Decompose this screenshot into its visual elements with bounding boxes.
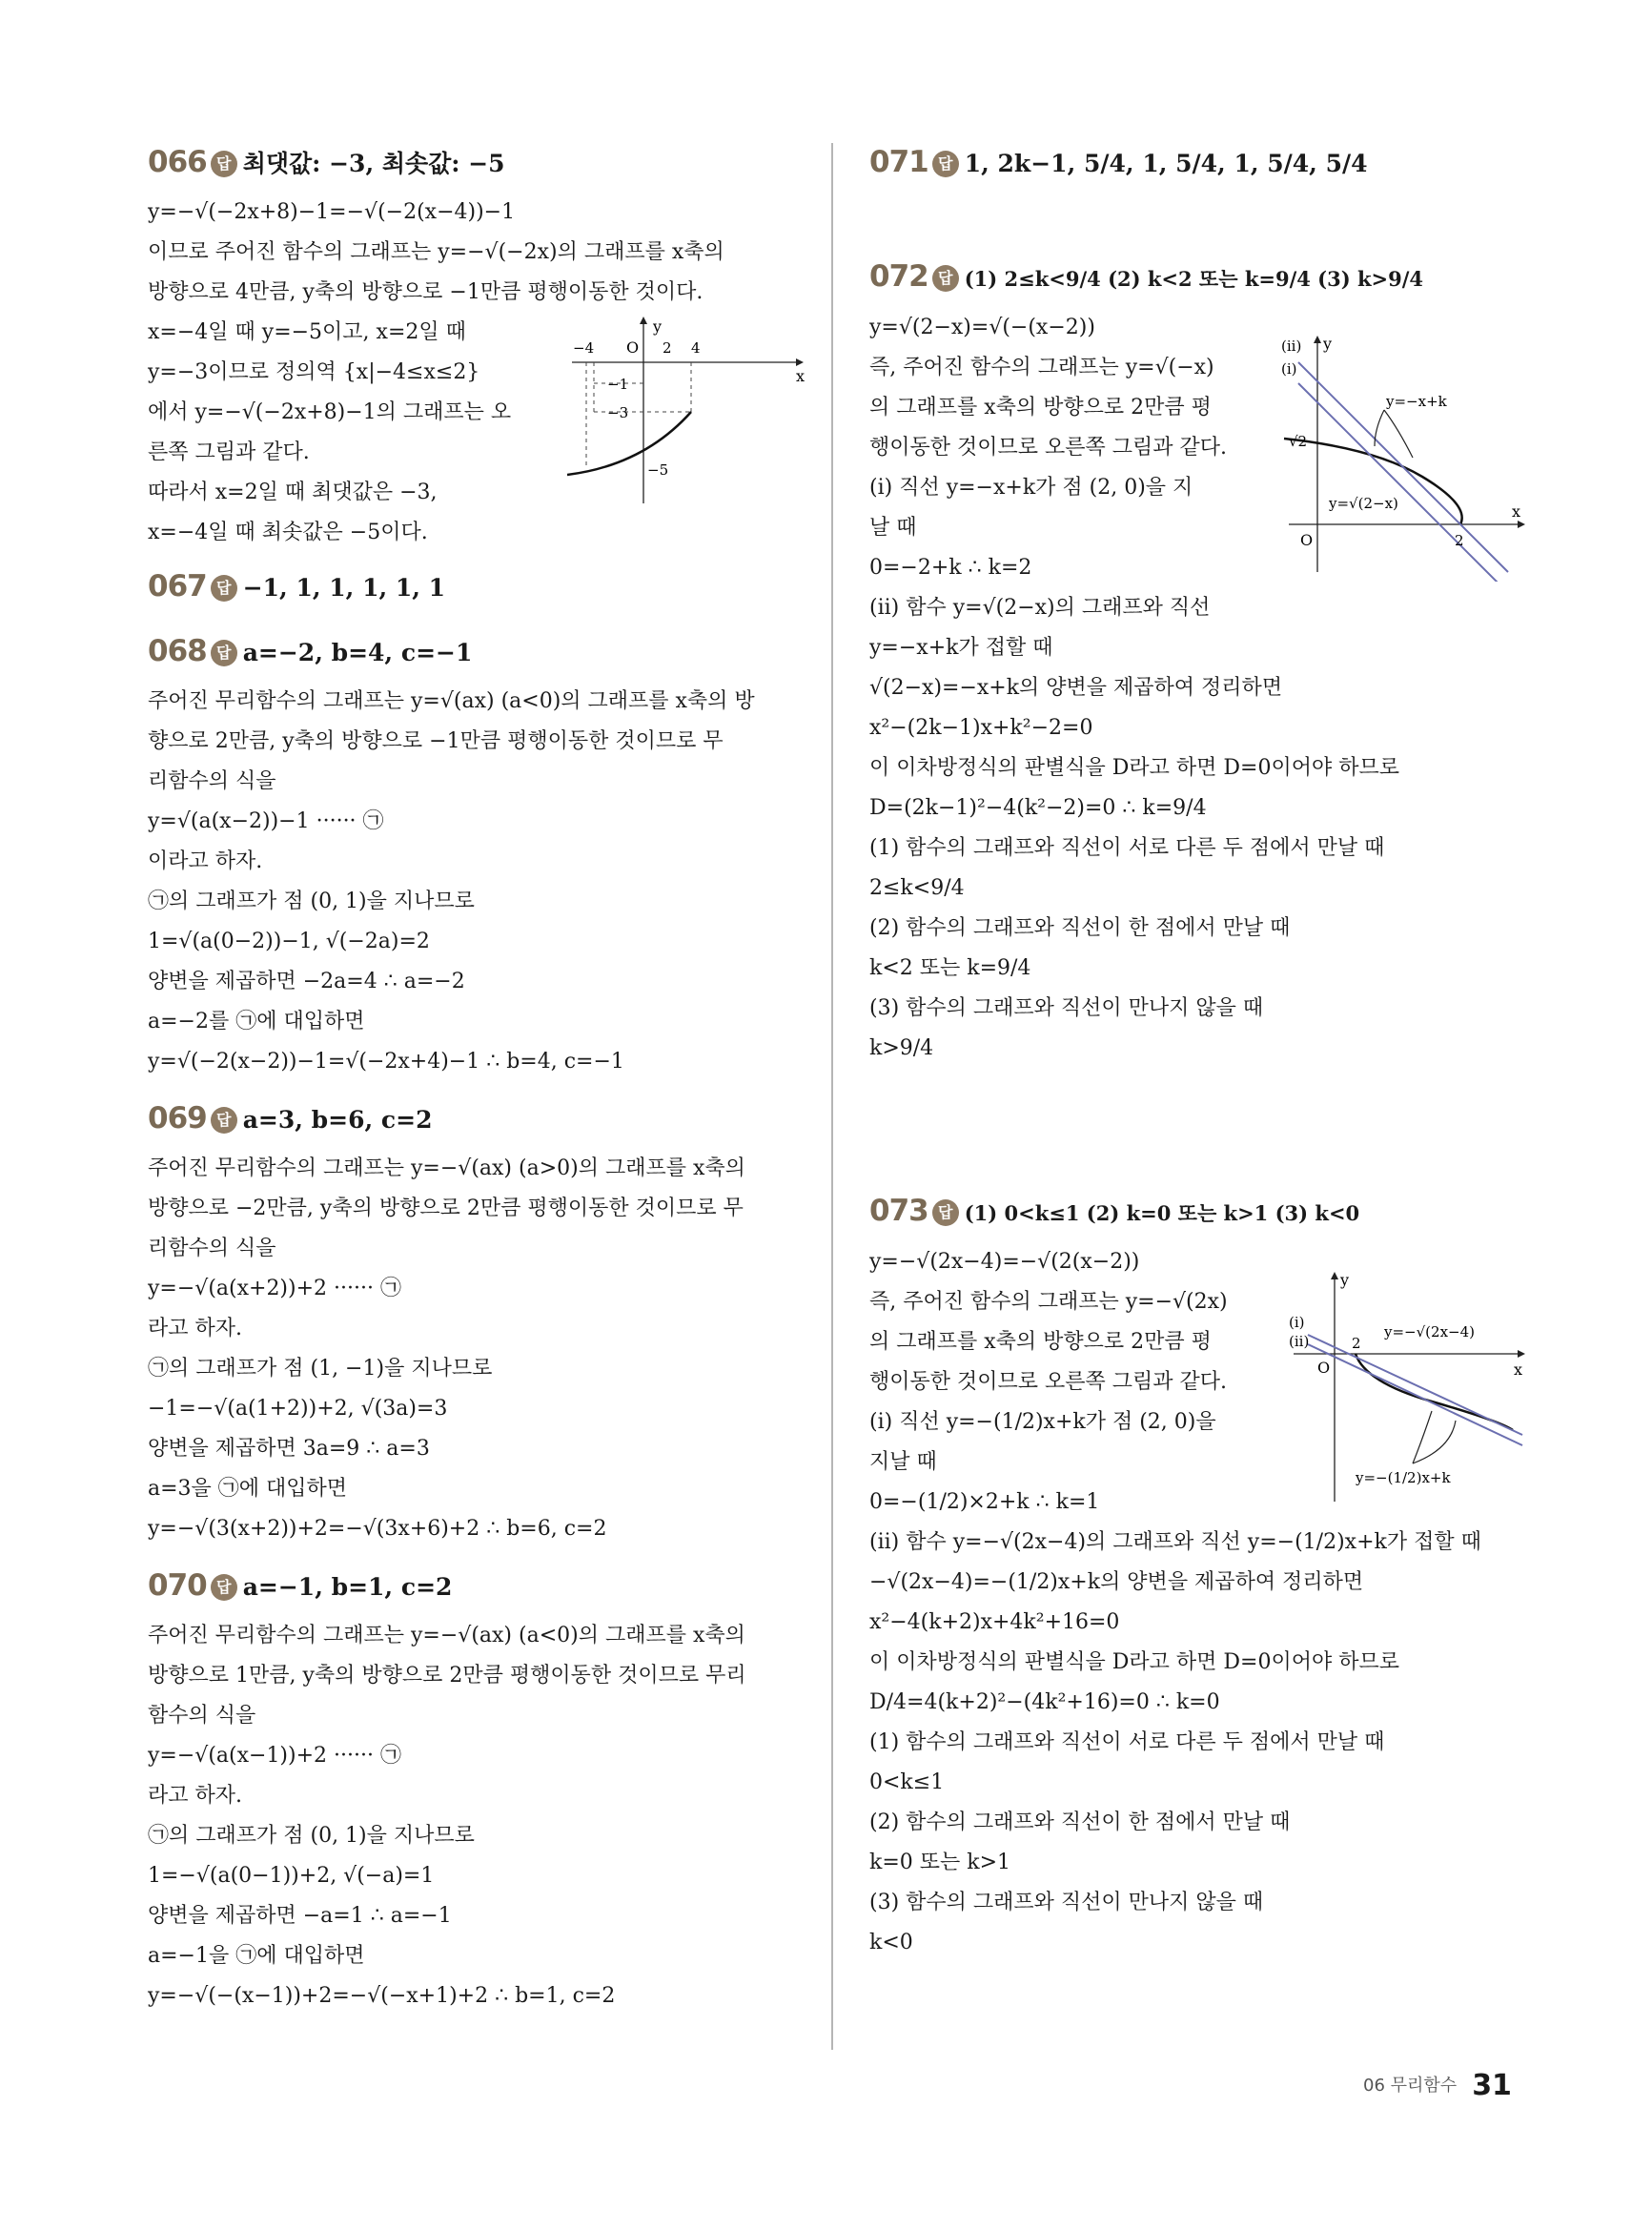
graph-axis-label: y [1323,335,1333,353]
solution-line: 의 그래프를 x축의 방향으로 2만큼 평 [869,396,1212,419]
solution-line: 주어진 무리함수의 그래프는 y=−√(ax) (a>0)의 그래프를 x축의 [148,1156,745,1180]
solution-line: ㉠의 그래프가 점 (0, 1)을 지나므로 [148,1824,475,1848]
solution-line: 른쪽 그림과 같다. [148,440,310,464]
graph-label: (i) [1281,360,1297,378]
solution-line: (1) 함수의 그래프와 직선이 서로 다른 두 점에서 만날 때 [869,836,1385,860]
solution-line: k=0 또는 k>1 [869,1851,1011,1874]
solution-line: (1) 함수의 그래프와 직선이 서로 다른 두 점에서 만날 때 [869,1730,1385,1754]
graph-tick-label: 2 [1455,532,1464,549]
answer-badge: 답 [932,151,959,177]
graph-origin-label: O [1300,531,1314,549]
solution-line: (2) 함수의 그래프와 직선이 한 점에서 만날 때 [869,916,1291,940]
graph-label: (ii) [1281,338,1302,355]
solution-line: D=(2k−1)²−4(k²−2)=0 ∴ k=9/4 [869,796,1207,820]
solution-line: 1=−√(a(0−1))+2, √(−a)=1 [148,1864,435,1888]
answer-badge: 답 [211,1574,237,1601]
solution-line: a=3을 ㉠에 대입하면 [148,1477,348,1501]
graph-line-label: y=−x+k [1386,393,1447,410]
solution-line: 이 이차방정식의 판별식을 D라고 하면 D=0이어야 하므로 [869,1650,1399,1674]
answer-badge: 답 [211,1107,237,1134]
solution-line: (i) 직선 y=−x+k가 점 (2, 0)을 지 [869,476,1193,500]
problem-header [869,1192,1527,1233]
solution-line: 0=−2+k ∴ k=2 [869,556,1032,580]
solution-line: 함수의 식을 [148,1704,256,1728]
solution-line: 2≤k<9/4 [869,876,965,900]
solution-line: 에서 y=−√(−2x+8)−1의 그래프는 오 [148,400,512,424]
graph-axis-label: y [1340,1271,1350,1289]
problem-number: 071 [869,145,928,179]
solution-line: −1=−√(a(1+2))+2, √(3a)=3 [148,1397,448,1421]
solution-line: 라고 하자. [148,1784,242,1808]
solution-line: 리함수의 식을 [148,1237,276,1260]
solution-line: 양변을 제곱하면 −2a=4 ∴ a=−2 [148,970,465,993]
solution-line: 주어진 무리함수의 그래프는 y=√(ax) (a<0)의 그래프를 x축의 방 [148,689,755,713]
answer-badge: 답 [932,265,959,292]
problem-069 [148,1099,806,1566]
solution-line: −√(2x−4)=−(1/2)x+k의 양변을 제곱하여 정리하면 [869,1570,1364,1594]
problem-header [148,143,806,183]
solution-line: y=√(−2(x−2))−1=√(−2x+4)−1 ∴ b=4, c=−1 [148,1050,624,1074]
solution-line: 0<k≤1 [869,1770,945,1794]
solution-line: 양변을 제곱하면 3a=9 ∴ a=3 [148,1437,430,1461]
answer-text: a=3, b=6, c=2 [242,1106,433,1134]
graph-tick-label: −5 [647,461,669,479]
graph-tick-label: √2 [1289,433,1308,450]
graph-axis-label: x [1514,1361,1523,1379]
graph-curve-label: y=√(2−x) [1329,495,1398,512]
section-title: 06 무리함수 [1363,2076,1458,2096]
solution-line: ㉠의 그래프가 점 (1, −1)을 지나므로 [148,1357,493,1381]
answer-badge: 답 [211,640,237,666]
solution-line: y=−√(−(x−1))+2=−√(−x+1)+2 ∴ b=1, c=2 [148,1984,616,2008]
solution-line: 향으로 2만큼, y축의 방향으로 −1만큼 평행이동한 것이므로 무 [148,729,724,753]
graph-curve-label: y=−√(2x−4) [1384,1323,1475,1340]
problem-number: 072 [869,259,928,294]
problem-header [148,567,806,607]
solution-line: y=−√(−2x+8)−1=−√(−2(x−4))−1 [148,200,516,224]
solution-line: 라고 하자. [148,1317,242,1340]
problem-number: 068 [148,634,207,668]
problem-068 [148,632,806,1099]
solution-line: 방향으로 4만큼, y축의 방향으로 −1만큼 평행이동한 것이다. [148,280,704,304]
problem-number: 066 [148,145,207,179]
solution-line: a=−2를 ㉠에 대입하면 [148,1010,365,1033]
solution-line: y=−x+k가 접할 때 [869,636,1053,660]
graph-tick-label: 4 [691,339,701,357]
problem-header [869,257,1527,298]
solution-line: y=−√(a(x+2))+2 ······ ㉠ [148,1277,401,1300]
answer-text: (1) 2≤k<9/4 (2) k<2 또는 k=9/4 (3) k>9/4 [964,267,1424,291]
solution-line: 즉, 주어진 함수의 그래프는 y=−√(2x) [869,1290,1228,1314]
solution-line: 방향으로 −2만큼, y축의 방향으로 2만큼 평행이동한 것이므로 무 [148,1197,744,1220]
graph-072 [1279,334,1527,582]
solution-line: y=−√(a(x−1))+2 ······ ㉠ [148,1744,401,1768]
solution-line: 이므로 주어진 함수의 그래프는 y=−√(−2x)의 그래프를 x축의 [148,240,724,264]
solution-line: (2) 함수의 그래프와 직선이 한 점에서 만날 때 [869,1811,1291,1834]
graph-line-label: y=−(1/2)x+k [1356,1469,1451,1486]
solution-line: 날 때 [869,516,917,540]
graph-axis-label: x [1512,502,1521,521]
graph-tick-label: −4 [573,339,595,357]
solution-line: x=−4일 때 최솟값은 −5이다. [148,521,428,544]
solution-line: k<2 또는 k=9/4 [869,956,1031,980]
solution-line: 방향으로 1만큼, y축의 방향으로 2만큼 평행이동한 것이므로 무리 [148,1664,746,1688]
solution-line: (ii) 함수 y=√(2−x)의 그래프와 직선 [869,596,1211,620]
solution-line: D/4=4(k+2)²−(4k²+16)=0 ∴ k=0 [869,1690,1220,1714]
solution-line: 0=−(1/2)×2+k ∴ k=1 [869,1490,1100,1514]
problem-header [148,1566,806,1606]
graph-066 [567,313,806,513]
graph-axis-label: x [796,367,806,385]
solution-line: 행이동한 것이므로 오른쪽 그림과 같다. [869,1370,1227,1394]
answer-badge: 답 [932,1199,959,1226]
graph-tick-label: −1 [607,376,629,393]
problem-header [869,143,1527,183]
left-column [148,143,806,2016]
solution-line: y=√(2−x)=√(−(x−2)) [869,316,1095,339]
problem-067 [148,567,806,632]
solution-line: x²−(2k−1)x+k²−2=0 [869,716,1093,740]
answer-text: 1, 2k−1, 5/4, 1, 5/4, 1, 5/4, 5/4 [964,150,1368,177]
answer-text: a=−1, b=1, c=2 [242,1573,453,1601]
problem-072 [869,257,1527,1192]
solution-line: y=−√(2x−4)=−√(2(x−2)) [869,1250,1140,1274]
graph-axis-label: y [653,317,663,336]
graph-tick-label: 2 [663,339,672,357]
solution-line: ㉠의 그래프가 점 (0, 1)을 지나므로 [148,890,475,913]
problem-header [148,1099,806,1139]
solution-line: x=−4일 때 y=−5이고, x=2일 때 [148,320,466,344]
solution-line: k>9/4 [869,1036,934,1060]
solution-line: (3) 함수의 그래프와 직선이 만나지 않을 때 [869,996,1264,1020]
solution-line: 주어진 무리함수의 그래프는 y=−√(ax) (a<0)의 그래프를 x축의 [148,1624,745,1647]
answer-text: (1) 0<k≤1 (2) k=0 또는 k>1 (3) k<0 [964,1201,1360,1225]
solution-line: 즉, 주어진 함수의 그래프는 y=√(−x) [869,356,1214,379]
answer-text: a=−2, b=4, c=−1 [242,639,473,666]
column-divider [831,143,833,2050]
graph-origin-label: O [1317,1359,1331,1377]
graph-label: (ii) [1289,1333,1310,1350]
solution-line: x²−4(k+2)x+4k²+16=0 [869,1610,1120,1634]
solution-line: (i) 직선 y=−(1/2)x+k가 점 (2, 0)을 [869,1410,1216,1434]
graph-label: (i) [1289,1314,1305,1331]
solution-line: y=√(a(x−2))−1 ······ ㉠ [148,809,384,833]
problem-066 [148,143,806,567]
problem-number: 070 [148,1568,207,1603]
solution-line: 지날 때 [869,1450,937,1474]
answer-text: −1, 1, 1, 1, 1, 1 [242,574,446,602]
problem-071 [869,143,1527,257]
solution-line: 행이동한 것이므로 오른쪽 그림과 같다. [869,436,1227,460]
page-footer [1363,2069,1512,2102]
solution-line: 이 이차방정식의 판별식을 D라고 하면 D=0이어야 하므로 [869,756,1399,780]
problem-070 [148,1566,806,2016]
problem-header [148,632,806,672]
graph-origin-label: O [626,338,640,357]
answer-badge: 답 [211,151,237,177]
solution-line: 이라고 하자. [148,849,263,873]
solution-line: 리함수의 식을 [148,769,276,793]
solution-line: a=−1을 ㉠에 대입하면 [148,1944,365,1968]
problem-number: 069 [148,1101,207,1135]
solution-line: 의 그래프를 x축의 방향으로 2만큼 평 [869,1330,1212,1354]
solution-line: (3) 함수의 그래프와 직선이 만나지 않을 때 [869,1891,1264,1914]
answer-text: 최댓값: −3, 최솟값: −5 [242,150,505,177]
solution-line: y=−3이므로 정의역 {x|−4≤x≤2} [148,360,480,384]
problem-number: 067 [148,569,207,604]
solution-line: 양변을 제곱하면 −a=1 ∴ a=−1 [148,1904,452,1928]
problem-073 [869,1192,1527,1963]
problem-number: 073 [869,1194,928,1228]
graph-073 [1289,1268,1527,1506]
page-number: 31 [1472,2069,1512,2102]
solution-line: 1=√(a(0−2))−1, √(−2a)=2 [148,930,430,953]
solution-line: (ii) 함수 y=−√(2x−4)의 그래프와 직선 y=−(1/2)x+k가 접할 때 [869,1530,1481,1554]
answer-badge: 답 [211,575,237,602]
solution-line: √(2−x)=−x+k의 양변을 제곱하여 정리하면 [869,676,1283,700]
graph-tick-label: 2 [1352,1335,1361,1352]
right-column [869,143,1527,1963]
graph-tick-label: −3 [607,404,629,421]
solution-line: 따라서 x=2일 때 최댓값은 −3, [148,481,438,504]
solution-line: y=−√(3(x+2))+2=−√(3x+6)+2 ∴ b=6, c=2 [148,1517,607,1541]
solution-line: k<0 [869,1931,913,1954]
